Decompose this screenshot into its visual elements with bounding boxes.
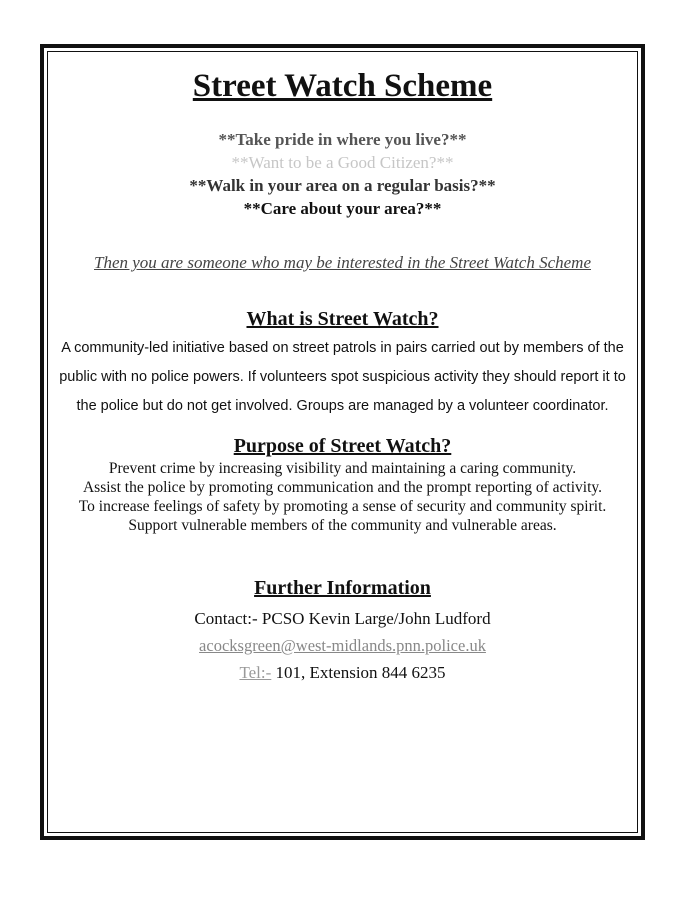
questions-block (48, 128, 637, 220)
purpose-item-crime: Prevent crime by increasing visibility and maintaining a caring community. (108, 460, 577, 477)
page-title: Street Watch Scheme (192, 68, 493, 104)
question-care: **Care about your area?** (243, 199, 442, 218)
purpose-heading: Purpose of Street Watch? (233, 435, 452, 457)
tel-value: 101, Extension 844 6235 (271, 663, 446, 682)
further-heading: Further Information (254, 577, 431, 599)
question-pride: **Take pride in where you live?** (218, 130, 467, 149)
what-heading: What is Street Watch? (246, 308, 439, 330)
contact-line: Contact:- PCSO Kevin Large/John Ludford (194, 609, 491, 628)
what-body: A community-led initiative based on street patrols in pairs carried out by members of the public with no police powers. If volunteers spot suspicious activity they should report it to the police but do not get involved. Groups are managed by a volunteer coordinator. (59, 340, 626, 414)
tel-label: Tel:- (239, 663, 272, 682)
question-citizen: **Want to be a Good Citizen?** (231, 153, 454, 172)
purpose-item-safety: To increase feelings of safety by promoting a sense of security and community spirit. (78, 498, 607, 515)
purpose-item-support: Support vulnerable members of the community and vulnerable areas. (128, 517, 557, 534)
email-link[interactable]: acocksgreen@west-midlands.pnn.police.uk (199, 636, 486, 655)
invite-text: Then you are someone who may be interested in the Street Watch Scheme (94, 253, 591, 272)
question-walk: **Walk in your area on a regular basis?** (189, 176, 496, 195)
tel-line (48, 659, 637, 686)
purpose-item-assist: Assist the police by promoting communication and the prompt reporting of activity. (82, 479, 602, 496)
flyer-content (48, 52, 637, 832)
purpose-list (48, 459, 637, 535)
